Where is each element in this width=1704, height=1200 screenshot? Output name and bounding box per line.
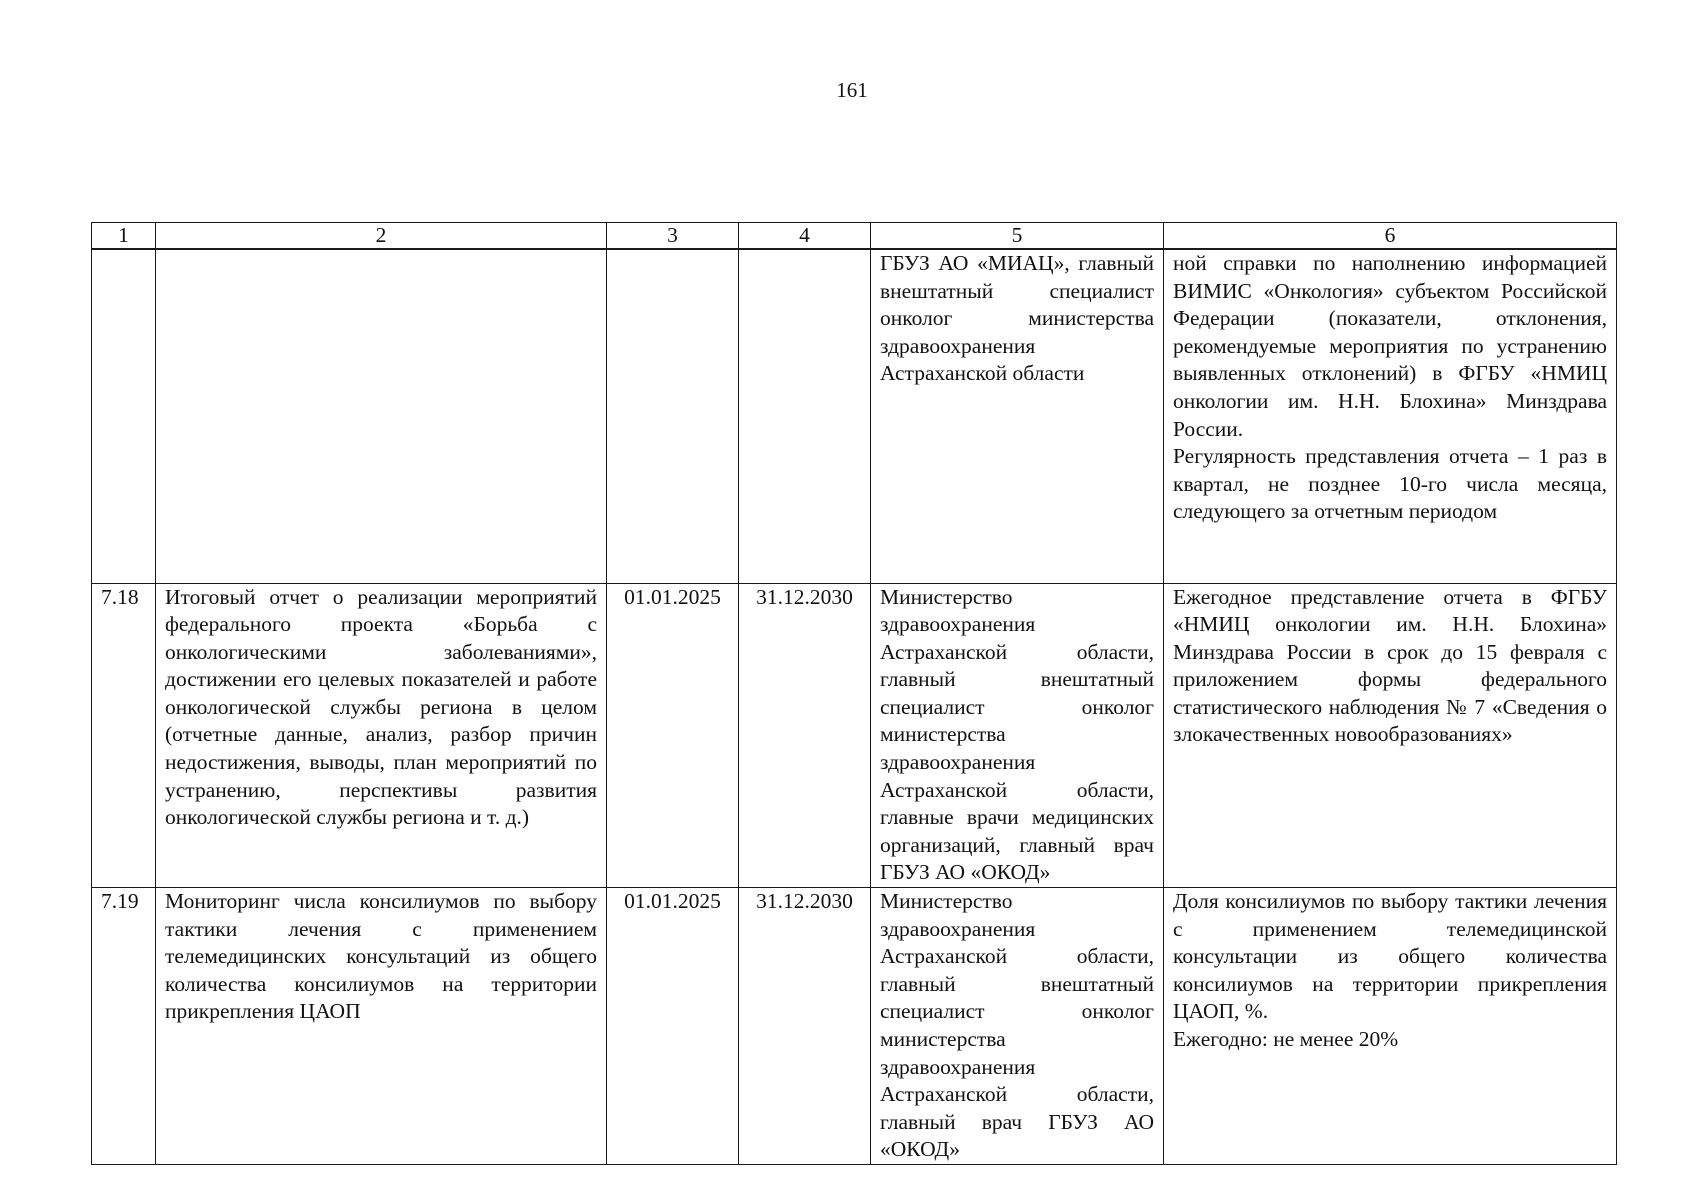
responsible-cell: Министерство здравоохранения Астраханской области, главный внештатный специалист онколог министерства здравоохранения Астраханской области, главные врачи медицинских организаций, главный врач ГБУЗ АО «ОКОД» xyxy=(871,583,1164,888)
start-date-cell: 01.01.2025 xyxy=(607,888,739,1165)
header-col-3: 3 xyxy=(607,223,739,250)
activity-cell: Итоговый отчет о реализации мероприятий федерального проекта «Борьба с онкологическими заболеваниями», достижении его целевых показателей и работе онкологической службы региона в целом (отчетные данные, анализ, разбор причин недостижения, выводы, план мероприятий по устранению, перспективы развития онкологической службы региона и т. д.) xyxy=(156,583,607,888)
result-paragraph: Доля консилиумов по выбору тактики лечения с применением телемедицинской консультации из общего количества консилиумов на территории прикрепления ЦАОП, %. xyxy=(1173,889,1607,1024)
result-paragraph: Ежегодное представление отчета в ФГБУ «НМИЦ онкологии им. Н.Н. Блохина» Минздрава России в срок до 15 февраля с приложением формы федерального статистического наблюдения № 7 «Сведения о злокачественных новообразованиях» xyxy=(1173,584,1607,747)
result-paragraph: Регулярность представления отчета – 1 раз в квартал, не позднее 10-го числа месяца, следующего за отчетным периодом xyxy=(1173,444,1607,524)
row-number xyxy=(92,249,156,583)
plan-table xyxy=(91,222,1617,1165)
header-col-1: 1 xyxy=(92,223,156,250)
table-row xyxy=(92,583,1617,888)
responsible-cell: ГБУЗ АО «МИАЦ», главный внештатный специалист онколог министерства здравоохранения Астраханской области xyxy=(871,249,1164,583)
header-row xyxy=(92,223,1617,250)
page-number: 161 xyxy=(836,78,868,102)
result-cell xyxy=(1164,249,1617,583)
table-row xyxy=(92,888,1617,1165)
result-paragraph: Ежегодно: не менее 20% xyxy=(1173,1027,1399,1051)
start-date-cell: 01.01.2025 xyxy=(607,583,739,888)
header-col-4: 4 xyxy=(739,223,871,250)
end-date-cell xyxy=(739,249,871,583)
row-number: 7.18 xyxy=(92,583,156,888)
table-row xyxy=(92,249,1617,583)
result-cell xyxy=(1164,888,1617,1165)
header-col-6: 6 xyxy=(1164,223,1617,250)
end-date-cell: 31.12.2030 xyxy=(739,888,871,1165)
result-paragraph: ной справки по наполнению информацией ВИМИС «Онкология» субъектом Российской Федерации (показатели, отклонения, рекомендуемые мероприятия по устранению выявленных отклонений) в ФГБУ «НМИЦ онкологии им. Н.Н. Блохина» Минздрава России. xyxy=(1173,251,1607,441)
activity-cell xyxy=(156,249,607,583)
activity-cell: Мониторинг числа консилиумов по выбору тактики лечения с применением телемедицинских консультаций из общего количества консилиумов на территории прикрепления ЦАОП xyxy=(156,888,607,1165)
result-cell xyxy=(1164,583,1617,888)
row-number: 7.19 xyxy=(92,888,156,1165)
responsible-cell: Министерство здравоохранения Астраханской области, главный внештатный специалист онколог министерства здравоохранения Астраханской области, главный врач ГБУЗ АО «ОКОД» xyxy=(871,888,1164,1165)
start-date-cell xyxy=(607,249,739,583)
end-date-cell: 31.12.2030 xyxy=(739,583,871,888)
header-col-5: 5 xyxy=(871,223,1164,250)
header-col-2: 2 xyxy=(156,223,607,250)
